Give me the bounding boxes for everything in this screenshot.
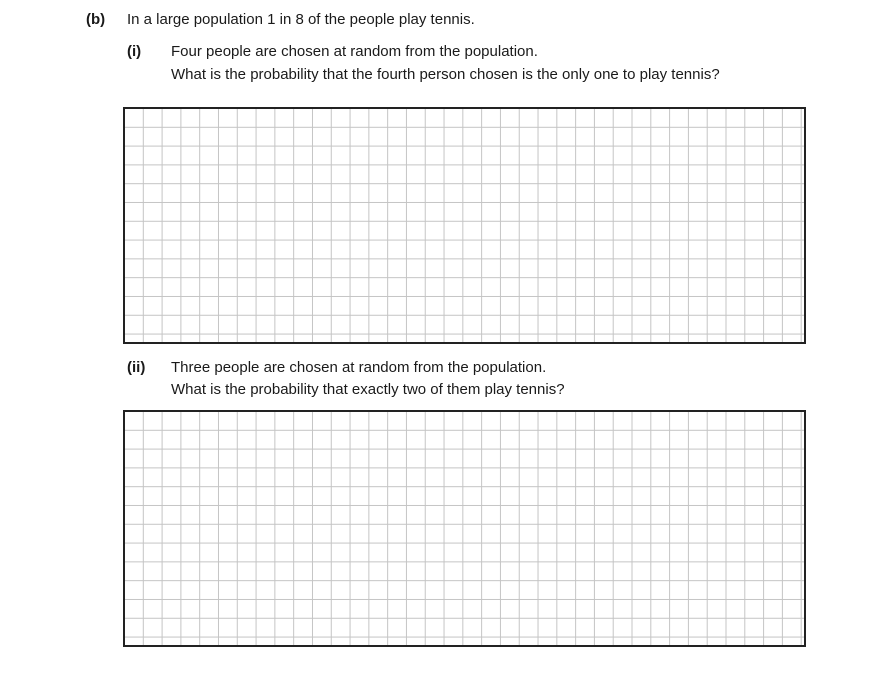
part-i-question-line1: Four people are chosen at random from the population.: [171, 43, 538, 60]
part-i-answer-grid[interactable]: [123, 107, 806, 344]
part-ii-answer-grid[interactable]: [123, 410, 806, 647]
part-i-question-line2: What is the probability that the fourth person chosen is the only one to play tennis?: [171, 66, 720, 83]
part-ii-question-line2: What is the probability that exactly two of them play tennis?: [171, 381, 565, 398]
part-ii-label: (ii): [127, 359, 146, 376]
part-i-label: (i): [127, 43, 142, 60]
part-b-text: In a large population 1 in 8 of the people play tennis.: [127, 11, 475, 28]
part-ii-question-line1: Three people are chosen at random from the population.: [171, 359, 547, 376]
part-b-label: (b): [86, 11, 106, 28]
